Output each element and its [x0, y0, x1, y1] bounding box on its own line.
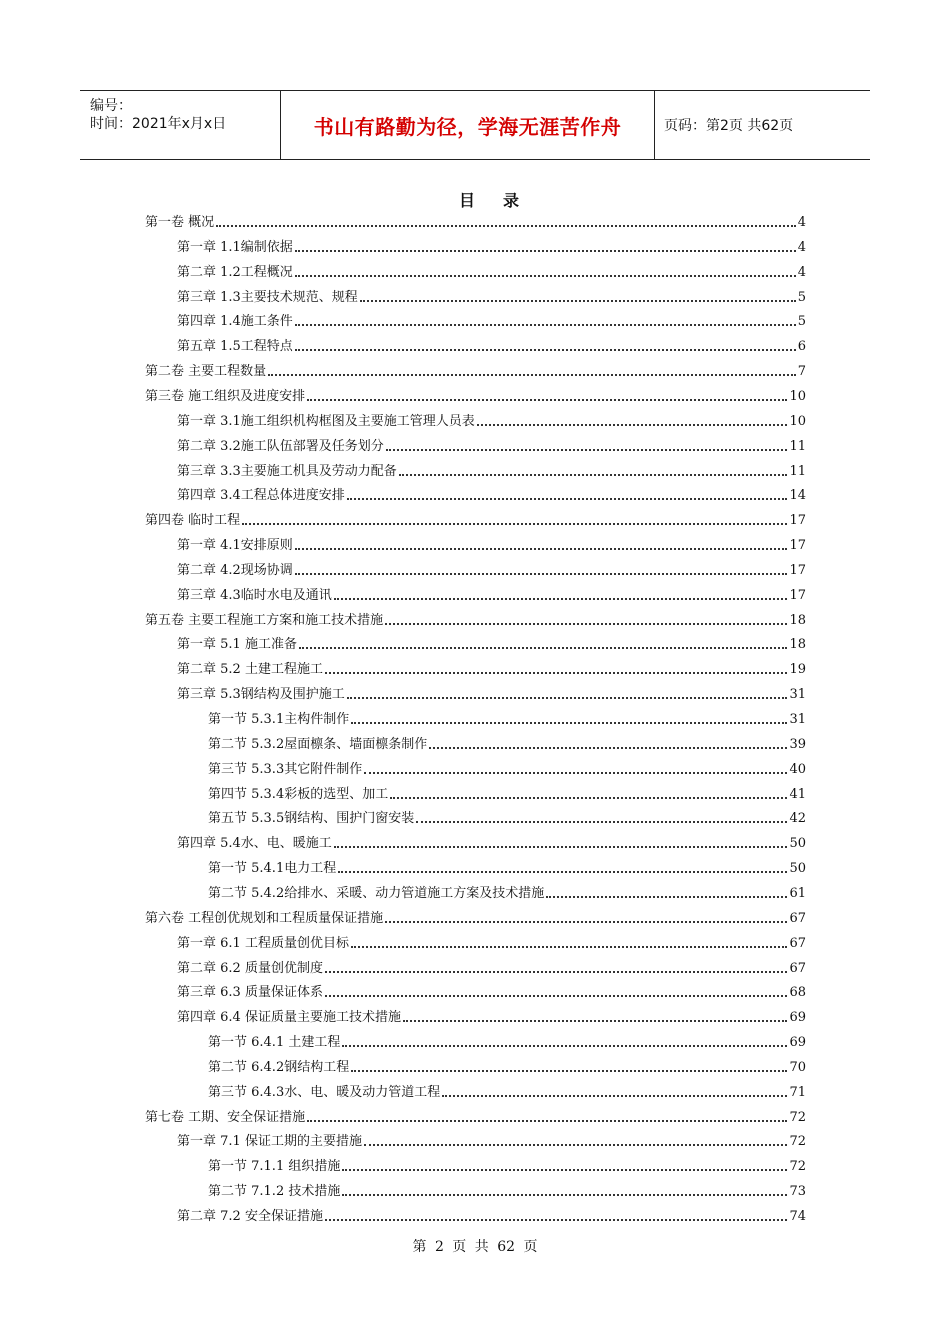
toc-entry[interactable] — [145, 212, 806, 232]
toc-leader-dots — [295, 547, 788, 550]
toc-entry[interactable] — [208, 883, 806, 903]
toc-entry-page: 10 — [789, 413, 806, 429]
toc-entry-title: 第二章 3.2施工队伍部署及任务划分 — [177, 438, 384, 454]
toc-entry[interactable] — [208, 1032, 806, 1052]
toc-leader-dots — [546, 895, 787, 898]
toc-entry[interactable] — [208, 1181, 806, 1201]
toc-leader-dots — [216, 224, 796, 227]
toc-entry-page: 4 — [797, 239, 806, 255]
toc-leader-dots — [360, 299, 796, 302]
toc-entry-title: 第三节 6.4.3水、电、暖及动力管道工程 — [208, 1084, 441, 1100]
toc-entry[interactable] — [177, 684, 806, 704]
toc-leader-dots — [403, 1019, 788, 1022]
header-motto-cell — [281, 91, 655, 159]
toc-entry[interactable] — [145, 908, 806, 928]
toc-entry-page: 72 — [789, 1109, 806, 1125]
toc-leader-dots — [347, 497, 788, 500]
toc-entry[interactable] — [177, 833, 806, 853]
toc-entry-title: 第四章 3.4工程总体进度安排 — [177, 488, 345, 504]
toc-entry-title: 第二章 1.2工程概况 — [177, 264, 293, 280]
toc-entry-title: 第一节 5.3.1主构件制作 — [208, 712, 350, 727]
toc-entry-title: 第一节 7.1.1 组织措施 — [208, 1159, 341, 1175]
toc-leader-dots — [242, 522, 787, 525]
toc-entry[interactable] — [177, 311, 806, 331]
toc-leader-dots — [295, 274, 796, 277]
toc-leader-dots — [351, 945, 788, 948]
toc-entry[interactable] — [145, 510, 806, 530]
toc-entry-title: 第三章 1.3主要技术规范、规程 — [177, 289, 358, 305]
toc-leader-dots — [325, 671, 788, 674]
header-page-info: 页码：第2页 共62页 — [664, 118, 794, 134]
toc-entry-page: 17 — [789, 587, 806, 603]
toc-entry-title: 第四卷 临时工程 — [145, 513, 241, 529]
toc-leader-dots — [307, 398, 787, 401]
toc-entry-page: 17 — [789, 513, 806, 529]
toc-entry[interactable] — [177, 485, 806, 505]
toc-entry-page: 4 — [797, 215, 806, 230]
toc-entry[interactable] — [208, 759, 806, 779]
toc-entry[interactable] — [177, 436, 806, 456]
toc-entry-page: 69 — [789, 1035, 806, 1051]
toc-entry[interactable] — [208, 808, 806, 828]
toc-entry-page: 10 — [789, 388, 806, 404]
doc-time-label: 时间：2021年x月x日 — [90, 116, 227, 132]
toc-entry-page: 74 — [789, 1209, 806, 1224]
toc-entry-title: 第五章 1.5工程特点 — [177, 339, 293, 355]
header-motto: 书山有路勤为径，学海无涯苦作舟 — [313, 114, 622, 139]
toc-entry[interactable] — [145, 386, 806, 406]
toc-entry-title: 第一章 4.1安排原则 — [177, 538, 293, 554]
toc-entry-page: 67 — [789, 960, 806, 976]
toc-entry-title: 第二卷 主要工程数量 — [145, 364, 267, 380]
toc-leader-dots — [442, 1094, 787, 1097]
toc-entry-page: 5 — [797, 289, 806, 305]
toc-entry-page: 6 — [797, 339, 806, 355]
page-footer: 第 2 页 共 62 页 — [412, 1239, 538, 1255]
toc-entry-page: 73 — [789, 1184, 806, 1200]
toc-entry-page: 11 — [789, 438, 806, 454]
toc-entry-page: 17 — [789, 562, 806, 578]
toc-leader-dots — [386, 448, 788, 451]
toc-leader-dots — [295, 348, 796, 351]
toc-entry-page: 39 — [789, 736, 806, 752]
toc-entry-page: 40 — [789, 761, 806, 777]
toc-entry-title: 第一章 1.1编制依据 — [177, 239, 293, 255]
toc-leader-dots — [477, 423, 788, 426]
toc-entry-page: 50 — [789, 861, 806, 877]
toc-entry[interactable] — [177, 535, 806, 555]
toc-entry-title: 第二节 6.4.2钢结构工程 — [208, 1059, 350, 1075]
toc-leader-dots — [347, 696, 788, 699]
toc-leader-dots — [334, 845, 788, 848]
toc-entry-page: 17 — [789, 538, 806, 554]
toc-leader-dots — [364, 1143, 788, 1146]
toc-entry-title: 第二章 6.2 质量创优制度 — [177, 960, 323, 976]
toc-leader-dots — [299, 646, 788, 649]
toc-entry-title: 第三章 3.3主要施工机具及劳动力配备 — [177, 463, 397, 479]
toc-leader-dots — [295, 249, 796, 252]
toc-entry-page: 67 — [789, 935, 806, 951]
toc-leader-dots — [385, 920, 787, 923]
toc-entry-title: 第一章 7.1 保证工期的主要措施 — [177, 1134, 362, 1150]
toc-entry-title: 第六卷 工程创优规划和工程质量保证措施 — [145, 910, 384, 926]
toc-entry-page: 41 — [789, 786, 806, 802]
toc-entry[interactable] — [177, 461, 806, 481]
toc-entry-page: 19 — [789, 662, 806, 678]
toc-entry[interactable] — [177, 585, 806, 605]
toc-entry-page: 72 — [789, 1159, 806, 1175]
toc-entry-page: 7 — [797, 364, 806, 380]
toc-entry[interactable] — [177, 262, 806, 282]
toc-entry[interactable] — [177, 659, 806, 679]
page-header — [80, 90, 870, 160]
toc-leader-dots — [399, 473, 788, 476]
toc-entry-title: 第四章 5.4水、电、暖施工 — [177, 836, 332, 852]
toc-entry-page: 11 — [789, 463, 806, 479]
toc-entry[interactable] — [208, 1156, 806, 1176]
toc-entry-page: 50 — [789, 836, 806, 852]
toc-entry-title: 第一节 6.4.1 土建工程 — [208, 1035, 341, 1051]
header-meta-cell — [80, 91, 281, 159]
toc-entry-title: 第五节 5.3.5钢结构、围护门窗安装 — [208, 811, 415, 827]
toc-leader-dots — [342, 1044, 787, 1047]
toc-entry-page: 67 — [789, 910, 806, 926]
toc-entry-title: 第三章 5.3钢结构及围护施工 — [177, 687, 345, 703]
toc-title: 目录 — [458, 191, 547, 210]
toc-entry-title: 第二章 4.2现场协调 — [177, 562, 293, 578]
toc-entry[interactable] — [208, 1082, 806, 1102]
toc-entry-page: 31 — [789, 712, 806, 727]
toc-entry-title: 第一卷 概况 — [145, 215, 215, 230]
toc-leader-dots — [351, 1069, 787, 1072]
toc-leader-dots — [325, 994, 788, 997]
toc-entry[interactable] — [177, 411, 806, 431]
toc-leader-dots — [338, 870, 787, 873]
toc-entry-page: 18 — [789, 612, 806, 628]
toc-entry-title: 第二节 7.1.2 技术措施 — [208, 1184, 341, 1200]
toc-entry[interactable] — [208, 858, 806, 878]
toc-entry-page: 42 — [789, 811, 806, 827]
toc-entry[interactable] — [208, 709, 806, 729]
doc-number-label: 编号： — [90, 98, 132, 114]
toc-leader-dots — [295, 323, 796, 326]
toc-leader-dots — [429, 746, 787, 749]
toc-entry-page: 69 — [789, 1010, 806, 1026]
toc-entry[interactable] — [177, 958, 806, 978]
toc-entry[interactable] — [177, 1206, 806, 1226]
toc-entry-title: 第七卷 工期、安全保证措施 — [145, 1109, 306, 1125]
header-page-cell — [655, 91, 870, 159]
toc-entry-title: 第一章 5.1 施工准备 — [177, 637, 297, 653]
toc-entry-title: 第四章 6.4 保证质量主要施工技术措施 — [177, 1010, 401, 1026]
toc-entry-page: 5 — [797, 314, 806, 330]
toc-entry-title: 第一章 6.1 工程质量创优目标 — [177, 935, 349, 951]
toc-entry-title: 第一节 5.4.1电力工程 — [208, 861, 337, 877]
toc-leader-dots — [307, 1119, 787, 1122]
toc-leader-dots — [416, 820, 787, 823]
toc-entry[interactable] — [208, 734, 806, 754]
toc-entry[interactable] — [177, 634, 806, 654]
toc-entry-title: 第二节 5.3.2屋面檩条、墙面檩条制作 — [208, 736, 428, 752]
toc-leader-dots — [334, 597, 788, 600]
toc-entry-title: 第一章 3.1施工组织机构框图及主要施工管理人员表 — [177, 413, 475, 429]
toc-entry-title: 第三节 5.3.3其它附件制作 — [208, 761, 363, 777]
toc-entry-title: 第四节 5.3.4彩板的选型、加工 — [208, 786, 389, 802]
toc-entry-title: 第三卷 施工组织及进度安排 — [145, 388, 306, 404]
toc-entry[interactable] — [177, 336, 806, 356]
toc-entry[interactable] — [145, 1107, 806, 1127]
toc-leader-dots — [325, 970, 788, 973]
toc-entry[interactable] — [177, 237, 806, 257]
toc-leader-dots — [342, 1193, 787, 1196]
toc-entry-page: 14 — [789, 488, 806, 504]
toc-entry[interactable] — [145, 361, 806, 381]
toc-leader-dots — [364, 771, 787, 774]
toc-entry[interactable] — [177, 560, 806, 580]
toc-entry-title: 第四章 1.4施工条件 — [177, 314, 293, 330]
toc-leader-dots — [385, 622, 787, 625]
toc-entry[interactable] — [177, 1131, 806, 1151]
toc-entry-title: 第五卷 主要工程施工方案和施工技术措施 — [145, 612, 384, 628]
toc-entry[interactable] — [208, 1057, 806, 1077]
toc-entry[interactable] — [208, 784, 806, 804]
toc-leader-dots — [390, 796, 787, 799]
toc-leader-dots — [268, 373, 796, 376]
toc-entry[interactable] — [177, 933, 806, 953]
toc-entry-title: 第二章 5.2 土建工程施工 — [177, 662, 323, 678]
toc-entry-page: 31 — [789, 687, 806, 703]
toc-entry[interactable] — [177, 982, 806, 1002]
toc-leader-dots — [325, 1218, 788, 1221]
toc-entry-page: 71 — [789, 1084, 806, 1100]
toc-entry-page: 70 — [789, 1059, 806, 1075]
toc-leader-dots — [342, 1168, 787, 1171]
toc-entry-title: 第二章 7.2 安全保证措施 — [177, 1209, 323, 1224]
toc-entry-title: 第二节 5.4.2给排水、采暖、动力管道施工方案及技术措施 — [208, 885, 545, 901]
toc-entry-title: 第三章 4.3临时水电及通讯 — [177, 587, 332, 603]
toc-entry-page: 61 — [789, 885, 806, 901]
toc-leader-dots — [351, 721, 787, 724]
toc-entry-title: 第三章 6.3 质量保证体系 — [177, 985, 323, 1001]
toc-entry-page: 18 — [789, 637, 806, 653]
toc-entry-page: 68 — [789, 985, 806, 1001]
toc-entry[interactable] — [177, 1007, 806, 1027]
toc-entry[interactable] — [177, 287, 806, 307]
toc-leader-dots — [295, 572, 788, 575]
toc-entry-page: 4 — [797, 264, 806, 280]
toc-entry[interactable] — [145, 610, 806, 630]
toc-entry-page: 72 — [789, 1134, 806, 1150]
